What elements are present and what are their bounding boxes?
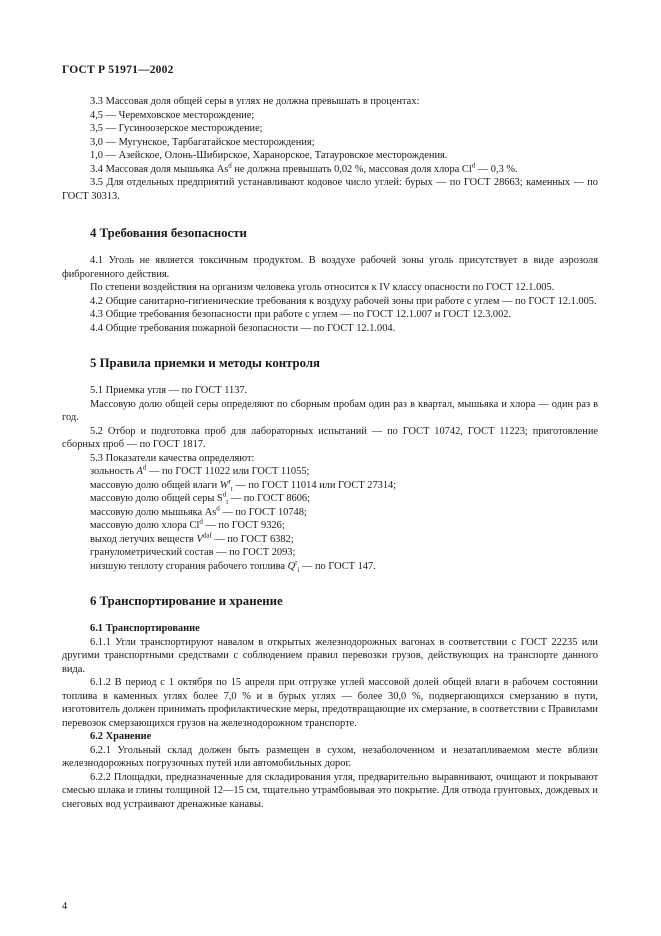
clause-5-2: 5.2 Отбор и подготовка проб для лабораторных испытаний — по ГОСТ 10742, ГОСТ 11223; приготовление сборных проб — по ГОСТ 1817. [62, 425, 598, 450]
section-5-heading: 5 Правила приемки и методы контроля [90, 356, 320, 370]
list-item: 4,5 — Черемховское месторождение; [90, 109, 255, 121]
indicator-sulfur: массовую долю общей серы $S^d_t$ — по ГОСТ 8606; [90, 490, 311, 507]
indicator-volatiles: выход летучих веществ $V^{daf}$ — по ГОСТ 6382; [90, 531, 294, 545]
clause-6-1-2: 6.1.2 В период с 1 октября по 15 апреля при отгрузке углей массовой долей общей влаги в рабочем состоянии топлива в каменных углях более 7,0 % и в бурых углях — более 30,0 %, подвергающихся смерзанию в пути, изготовитель должен принимать профилактические меры, предотвращающие их смерзание, в соответствии с Правилами перевозок смерзающихся грузов на железнодорожном транспорте. [62, 677, 598, 729]
clause-4-1: 4.1 Уголь не является токсичным продуктом. В воздухе рабочей зоны уголь присутствует в виде аэрозоля фиброгенного действия. [62, 255, 598, 280]
clause-6-2-2: 6.2.2 Площадки, предназначенные для складирования угля, предварительно выравнивают, очищают и покрывают смесью шлака и глины толщиной 12—15 см, тщательно утрамбовывая это покрытие. Для отвода грунтовых, дождевых и снеговых вод устраивают дренажные канавы. [62, 771, 598, 810]
page-number: 4 [62, 901, 68, 912]
indicator-arsenic: массовую долю мышьяка As$^d$ — по ГОСТ 10748; [90, 504, 307, 518]
list-item: 3,0 — Мугунское, Тарбагатайское месторождения; [90, 136, 315, 148]
clause-6-1-1: 6.1.1 Угли транспортируют навалом в открытых железнодорожных вагонах в соответствии с ГОСТ 22235 или другими транспортными средствами с соблюдением правил перевозки грузов, действующих на транспорте данного вида. [62, 636, 598, 675]
clause-3-3: 3.3 Массовая доля общей серы в углях не должна превышать в процентах: [90, 96, 420, 107]
document-body [62, 95, 598, 811]
clause-4-1-cont: По степени воздействия на организм человека уголь относится к IV классу опасности по ГОСТ 12.1.005. [90, 282, 555, 293]
subsection-6-2-heading: 6.2 Хранение [90, 731, 152, 742]
document-header: ГОСТ Р 51971—2002 [62, 64, 174, 76]
indicator-moisture: массовую долю общей влаги $W^r_t$ — по ГОСТ 11014 или ГОСТ 27314; [90, 477, 397, 493]
clause-5-3: 5.3 Показатели качества определяют: [90, 452, 255, 464]
clause-4-3: 4.3 Общие требования безопасности при работе с углем — по ГОСТ 12.1.007 и ГОСТ 12.3.002. [90, 309, 512, 320]
indicator-heat: низшую теплоту сгорания рабочего топлива $Q^r_i$ — по ГОСТ 147. [90, 558, 376, 574]
section-4-heading: 4 Требования безопасности [90, 226, 247, 240]
list-item: 3,5 — Гусиноозерское месторождение; [90, 123, 263, 134]
clause-6-2-1: 6.2.1 Угольный склад должен быть размещен в сухом, незаболоченном и незатапливаемом месте вблизи железнодорожных погрузочных путей или автомобильных дорог. [62, 744, 598, 769]
indicator-ash: зольность $A^d$ — по ГОСТ 11022 или ГОСТ 11055; [90, 463, 310, 477]
subsection-6-1-heading: 6.1 Транспортирование [90, 623, 200, 634]
clause-3-5: 3.5 Для отдельных предприятий устанавливают кодовое число углей: бурых — по ГОСТ 28663; каменных — по ГОСТ 30313. [62, 177, 598, 202]
clause-5-1-cont: Массовую долю общей серы определяют по сборным пробам один раз в квартал, мышьяка и хлора — один раз в год. [62, 398, 598, 423]
clause-3-4: 3.4 Массовая доля мышьяка As$^d$ не должна превышать 0,02 %, массовая доля хлора Cl$^d$ — 0,3 %. [90, 161, 518, 175]
clause-5-1: 5.1 Приемка угля — по ГОСТ 1137. [90, 385, 248, 396]
section-6-heading: 6 Транспортирование и хранение [90, 594, 283, 608]
clause-4-2: 4.2 Общие санитарно-гигиенические требования к воздуху рабочей зоны при работе с углем — по ГОСТ 12.1.005. [90, 295, 597, 307]
indicator-granulometry: гранулометрический состав — по ГОСТ 2093; [90, 547, 296, 558]
list-item: 1,0 — Азейское, Олонь-Шибирское, Харанорское, Татауровское месторождения. [90, 150, 448, 161]
indicator-chlorine: массовую долю хлора Cl$^d$ — по ГОСТ 9326; [90, 517, 285, 531]
clause-4-4: 4.4 Общие требования пожарной безопасности — по ГОСТ 12.1.004. [90, 322, 396, 334]
